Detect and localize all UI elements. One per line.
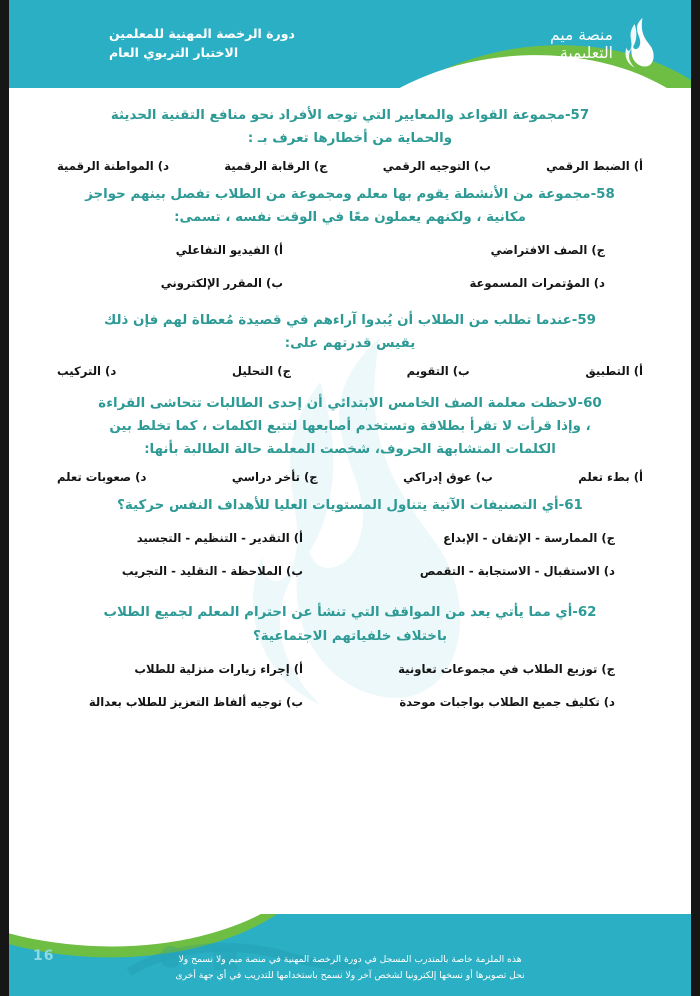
option-c[interactable]: ج) الرقابة الرقمية — [224, 159, 328, 174]
question-q60 — [55, 392, 645, 488]
options-grid — [55, 517, 645, 583]
question-text-line: الكلمات المتشابهة الحروف، شخصت المعلمة حالة الطالبة بأنها: — [144, 442, 556, 458]
question-q61 — [55, 494, 645, 583]
question-q62 — [55, 601, 645, 713]
question-text-line: 59-عندما تطلب من الطلاب أن يُبدوا آراءهم في قصيدة مُعطاة لهم فإن ذلك — [103, 313, 596, 329]
option-a[interactable]: أ) إجراء زيارات منزلية للطلاب — [134, 661, 303, 676]
flame-logo-icon — [621, 17, 657, 71]
question-text-line: 57-مجموعة القواعد والمعايير التي توجه الأفراد نحو منافع التقنية الحديثة — [110, 108, 590, 123]
option-b[interactable]: ب) توجيه ألفاظ التعزيز للطلاب بعدالة — [88, 694, 303, 709]
option-c[interactable]: ج) تأخر دراسي — [231, 470, 318, 485]
page-footer — [9, 914, 691, 996]
question-text-line: يقيس قدرتهم على: — [284, 336, 416, 352]
options-row — [55, 355, 645, 382]
brand-line-1: منصة ميم — [550, 25, 613, 44]
option-b[interactable]: ب) المقرر الإلكتروني — [160, 276, 283, 291]
question-text-line: 60-لاحظت معلمة الصف الخامس الابتدائي أن إحدى الطالبات تتحاشى القراءة — [98, 396, 602, 412]
question-text-line: 61-أي التصنيفات الآتية يتناول المستويات العليا للأهداف النفس حركية؟ — [117, 498, 583, 514]
option-d[interactable]: د) المؤتمرات المسموعة — [469, 276, 605, 291]
question-q57 — [55, 104, 645, 177]
header-titles — [9, 25, 550, 63]
option-c[interactable]: ج) الصف الافتراضي — [490, 243, 605, 258]
option-b[interactable]: ب) عوق إدراكي — [403, 470, 493, 485]
option-a[interactable]: أ) الضبط الرقمي — [546, 159, 643, 174]
exam-subtitle: الاختبار التربوي العام — [109, 45, 239, 60]
option-d[interactable]: د) الاستقبال - الاستجابة - التقمص — [419, 564, 615, 579]
option-d[interactable]: د) التركيب — [57, 364, 117, 379]
page-number: 16 — [33, 948, 55, 964]
options-grid — [55, 229, 645, 295]
course-title: دورة الرخصة المهنية للمعلمين — [109, 26, 295, 42]
option-d[interactable]: د) المواطنة الرقمية — [57, 159, 170, 174]
question-text-line: 58-مجموعة من الأنشطة يقوم بها معلم ومجموعة من الطلاب تفصل بينهم حواجز — [85, 187, 615, 203]
option-d[interactable]: د) صعوبات تعلم — [57, 470, 147, 485]
footer-note-line-1: هذه الملزمة خاصة بالمتدرب المسجل في دورة الرخصة المهنية في منصة ميم ولا نسمح ولا — [178, 953, 522, 965]
option-d[interactable]: د) تكليف جميع الطلاب بواجبات موحدة — [399, 694, 615, 709]
footer-disclaimer — [175, 952, 524, 984]
page-header — [9, 0, 691, 88]
question-text-line: ، وإذا قرأت لا تقرأ بطلاقة وتستخدم أصابعها لتتبع الكلمات ، كما تخلط بين — [109, 419, 591, 435]
question-q59 — [55, 309, 645, 382]
question-text-line: 62-أي مما يأتي يعد من المواقف التي تنشأ عن احترام المعلم لجميع الطلاب — [103, 605, 597, 621]
option-a[interactable]: أ) التطبيق — [585, 364, 643, 379]
question-text-line: والحماية من أخطارها تعرف بـ : — [247, 131, 453, 147]
brand-line-2: التعليمية — [560, 44, 613, 62]
options-grid — [55, 648, 645, 714]
footer-note-line-2: نحل تصويرها أو نسخها إلكترونيا لشخص آخر ولا نسمح باستخدامها للتدريب في أي جهة أخرى — [175, 969, 525, 981]
option-c[interactable]: ج) الممارسة - الإتقان - الإبداع — [443, 531, 615, 546]
questions-container — [9, 92, 691, 912]
option-a[interactable]: أ) بطء تعلم — [578, 470, 643, 485]
option-a[interactable]: أ) التقدير - التنظيم - التجسيد — [136, 531, 303, 546]
option-b[interactable]: ب) الملاحظة - التقليد - التجريب — [121, 564, 303, 579]
option-b[interactable]: ب) التقويم — [406, 364, 470, 379]
options-row — [55, 150, 645, 177]
option-b[interactable]: ب) التوجيه الرقمي — [382, 159, 491, 174]
question-q58 — [55, 183, 645, 295]
option-a[interactable]: أ) الفيديو التفاعلي — [175, 243, 283, 258]
option-c[interactable]: ج) توزيع الطلاب في مجموعات تعاونية — [398, 661, 615, 676]
question-text-line: مكانية ، ولكنهم يعملون معًا في الوقت نفسه ، تسمى: — [174, 210, 526, 226]
options-row — [55, 461, 645, 488]
option-c[interactable]: ج) التحليل — [232, 364, 291, 379]
brand-logo — [550, 17, 667, 71]
question-text-line: باختلاف خلفياتهم الاجتماعية؟ — [252, 628, 448, 644]
